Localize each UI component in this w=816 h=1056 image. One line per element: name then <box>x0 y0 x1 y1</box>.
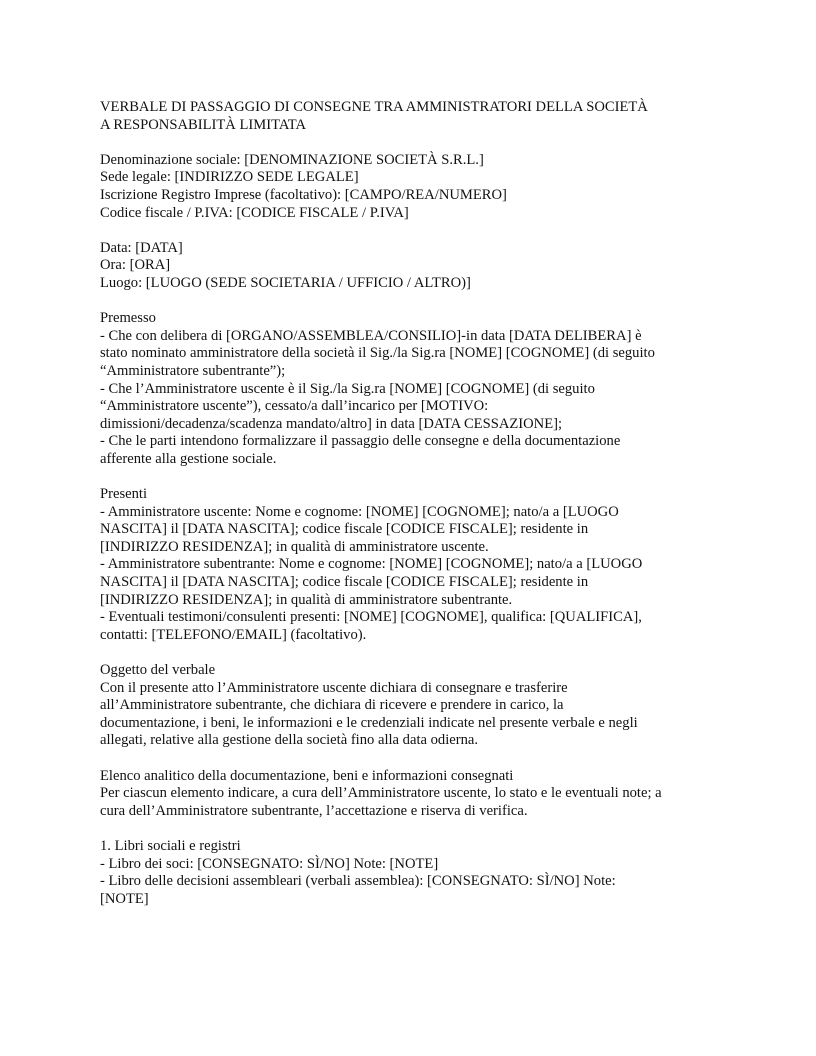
text-line: - Libro dei soci: [CONSEGNATO: SÌ/NO] Note: [NOTE] <box>100 855 439 872</box>
text-line: NASCITA] il [DATA NASCITA]; codice fiscale [CODICE FISCALE]; residente in <box>100 521 589 538</box>
section-premesso <box>100 310 740 468</box>
text-line: - Che con delibera di [ORGANO/ASSEMBLEA/CONSILIO]-in data [DATA DELIBERA] è <box>100 327 642 344</box>
text-line: documentazione, i beni, le informazioni e le credenziali indicate nel presente verbale e negli <box>100 714 638 731</box>
text-line: - Che l’Amministratore uscente è il Sig./la Sig.ra [NOME] [COGNOME] (di seguito <box>100 380 595 397</box>
text-line: - Che le parti intendono formalizzare il passaggio delle consegne e della documentazione <box>100 433 621 450</box>
company-name-line: Denominazione sociale: [DENOMINAZIONE SOCIETÀ S.R.L.] <box>100 151 484 168</box>
company-info <box>100 152 740 222</box>
section-heading: Oggetto del verbale <box>100 662 216 678</box>
title-line: VERBALE DI PASSAGGIO DI CONSEGNE TRA AMMINISTRATORI DELLA SOCIETÀ <box>100 99 648 115</box>
text-line: - Libro delle decisioni assembleari (verbali assemblea): [CONSEGNATO: SÌ/NO] Note: <box>100 873 616 890</box>
text-line: NASCITA] il [DATA NASCITA]; codice fiscale [CODICE FISCALE]; residente in <box>100 574 589 591</box>
text-line: all’Amministratore subentrante, che dichiara di ricevere e prendere in carico, la <box>100 697 564 714</box>
section-heading: 1. Libri sociali e registri <box>100 837 241 854</box>
section-heading: Presenti <box>100 486 148 503</box>
document-page <box>100 99 740 926</box>
text-line: [NOTE] <box>100 890 149 907</box>
text-line: “Amministratore uscente”), cessato/a dall’incarico per [MOTIVO: <box>100 398 489 415</box>
text-line: afferente alla gestione sociale. <box>100 450 277 467</box>
business-register-line: Iscrizione Registro Imprese (facoltativo): [CAMPO/REA/NUMERO] <box>100 186 507 203</box>
section-elenco <box>100 768 740 821</box>
text-line: - Eventuali testimoni/consulenti presenti: [NOME] [COGNOME], qualifica: [QUALIFICA], <box>100 609 642 626</box>
text-line: contatti: [TELEFONO/EMAIL] (facoltativo). <box>100 626 367 643</box>
text-line: Per ciascun elemento indicare, a cura dell’Amministratore uscente, lo stato e le eventuali note; a <box>100 785 662 802</box>
document-title <box>100 99 740 134</box>
title-line: A RESPONSABILITÀ LIMITATA <box>100 116 307 133</box>
text-line: cura dell’Amministratore subentrante, l’accettazione e riserva di verifica. <box>100 802 528 819</box>
time-line: Ora: [ORA] <box>100 257 171 274</box>
text-line: Con il presente atto l’Amministratore uscente dichiara di consegnare e trasferire <box>100 679 568 696</box>
tax-code-line: Codice fiscale / P.IVA: [CODICE FISCALE / P.IVA] <box>100 204 409 221</box>
section-heading: Elenco analitico della documentazione, beni e informazioni consegnati <box>100 767 514 784</box>
section-oggetto <box>100 662 740 750</box>
text-line: - Amministratore uscente: Nome e cognome: [NOME] [COGNOME]; nato/a a [LUOGO <box>100 503 619 520</box>
text-line: [INDIRIZZO RESIDENZA]; in qualità di amministratore subentrante. <box>100 591 513 608</box>
registered-office-line: Sede legale: [INDIRIZZO SEDE LEGALE] <box>100 169 359 186</box>
text-line: - Amministratore subentrante: Nome e cognome: [NOME] [COGNOME]; nato/a a [LUOGO <box>100 556 643 573</box>
place-line: Luogo: [LUOGO (SEDE SOCIETARIA / UFFICIO / ALTRO)] <box>100 274 471 291</box>
section-libri-sociali <box>100 838 740 908</box>
section-heading: Premesso <box>100 310 156 327</box>
date-line: Data: [DATA] <box>100 239 183 256</box>
text-line: stato nominato amministratore della società il Sig./la Sig.ra [NOME] [COGNOME] (di seguito <box>100 345 655 362</box>
date-time-place <box>100 240 740 293</box>
text-line: allegati, relative alla gestione della società fino alla data odierna. <box>100 732 479 749</box>
text-line: “Amministratore subentrante”); <box>100 362 286 379</box>
text-line: [INDIRIZZO RESIDENZA]; in qualità di amministratore uscente. <box>100 538 489 555</box>
text-line: dimissioni/decadenza/scadenza mandato/altro] in data [DATA CESSAZIONE]; <box>100 415 563 432</box>
section-presenti <box>100 486 740 644</box>
